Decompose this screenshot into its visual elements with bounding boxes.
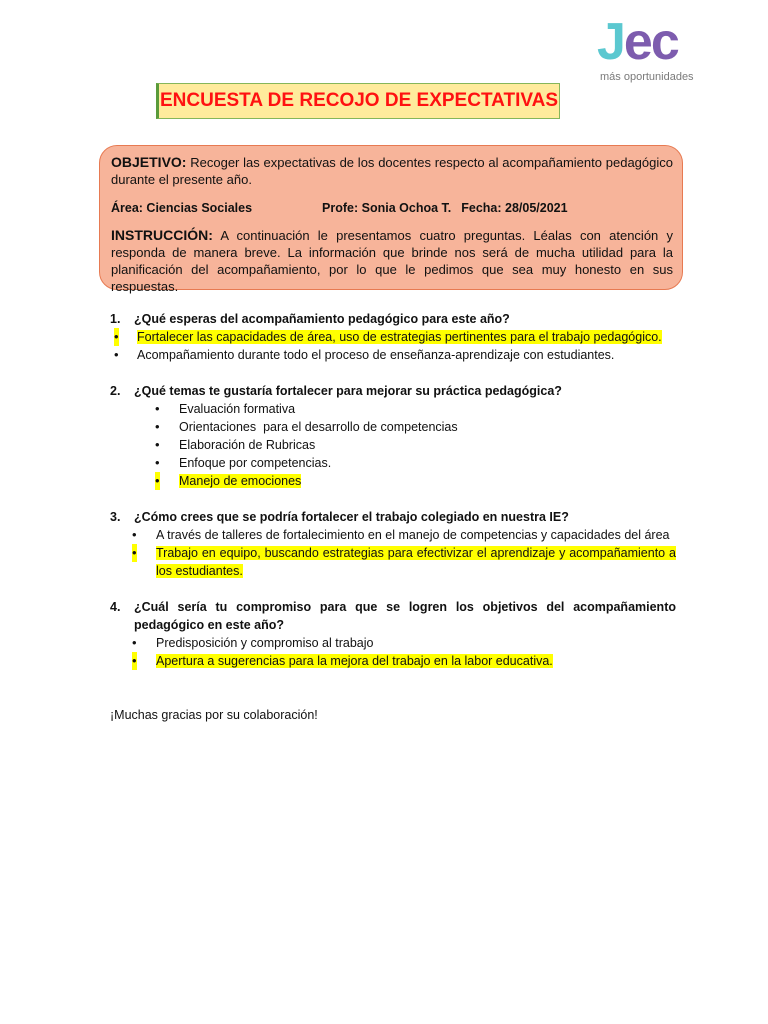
bullet-icon: • [132, 635, 137, 650]
bullet-icon: • [155, 401, 160, 416]
answer-list-4 [110, 634, 676, 670]
bullet-icon: • [114, 347, 119, 362]
answer-item: • Acompañamiento durante todo el proceso de enseñanza-aprendizaje con estudiantes. [114, 347, 615, 362]
answer-item: • Manejo de emociones [155, 473, 302, 488]
question-4: 4. ¿Cuál sería tu compromiso para que se logren los objetivos del acompañamiento pedagógico en este año? [110, 600, 676, 632]
logo-wordmark: Jec [597, 13, 678, 71]
question-2: 2. ¿Qué temas te gustaría fortalecer para mejorar su práctica pedagógica? [110, 384, 562, 398]
page-title: ENCUESTA DE RECOJO DE EXPECTATIVAS [160, 90, 558, 111]
instruccion-paragraph [111, 227, 673, 295]
answer-item: • Orientaciones para el desarrollo de competencias [155, 419, 458, 434]
bullet-icon: • [114, 329, 119, 344]
bullet-icon: • [155, 455, 160, 470]
instruccion-label: INSTRUCCIÓN: [111, 227, 213, 243]
answer-item: • A través de talleres de fortalecimiento en el manejo de competencias y capacidades del área [132, 527, 670, 542]
fecha-text: Fecha: 28/05/2021 [461, 201, 568, 215]
meta-line [111, 200, 673, 217]
question-3: 3. ¿Cómo crees que se podría fortalecer el trabajo colegiado en nuestra IE? [110, 510, 569, 524]
profe-text: Profe: Sonia Ochoa T. [322, 201, 452, 215]
objetivo-text: Recoger las expectativas de los docentes respecto al acompañamiento pedagógico durante el presente año. [111, 155, 673, 187]
logo-tagline: más oportunidades [600, 71, 694, 83]
answer-item: • Fortalecer las capacidades de área, uso de estrategias pertinentes para el trabajo pedagógico. [114, 329, 662, 344]
bullet-icon: • [132, 545, 137, 560]
question-1: 1. ¿Qué esperas del acompañamiento pedagógico para este año? [110, 312, 510, 326]
answer-item: • Predisposición y compromiso al trabajo [132, 635, 374, 650]
answer-item: • Elaboración de Rubricas [155, 437, 316, 452]
answer-list-2 [110, 400, 676, 490]
bullet-icon: • [155, 437, 160, 452]
bullet-icon: • [155, 419, 160, 434]
instruccion-text: A continuación le presentamos cuatro preguntas. Léalas con atención y responda de manera breve. La información que brinde nos será de mucha utilidad para la planificación del acompañamiento, por lo que le pedimos que sea muy honesto en sus respuestas. [111, 228, 673, 294]
answer-list-1 [110, 328, 676, 364]
bullet-icon: • [155, 473, 160, 488]
info-box [99, 145, 683, 294]
survey-content [110, 310, 676, 737]
closing-text: ¡Muchas gracias por su colaboración! [110, 708, 318, 722]
objetivo-paragraph [111, 154, 673, 188]
answer-list-3 [110, 526, 676, 580]
answer-item: • Trabajo en equipo, buscando estrategias para efectivizar el aprendizaje y acompañamiento a los estudiantes. [132, 545, 676, 578]
objetivo-label: OBJETIVO: [111, 154, 187, 170]
area-text: Área: Ciencias Sociales [111, 201, 253, 215]
bullet-icon: • [132, 527, 137, 542]
title-box [156, 83, 560, 119]
answer-item: • Enfoque por competencias. [155, 455, 332, 470]
bullet-icon: • [132, 653, 137, 668]
jec-logo [597, 13, 709, 86]
answer-item: • Evaluación formativa [155, 401, 296, 416]
answer-item: • Apertura a sugerencias para la mejora del trabajo en la labor educativa. [132, 653, 553, 668]
